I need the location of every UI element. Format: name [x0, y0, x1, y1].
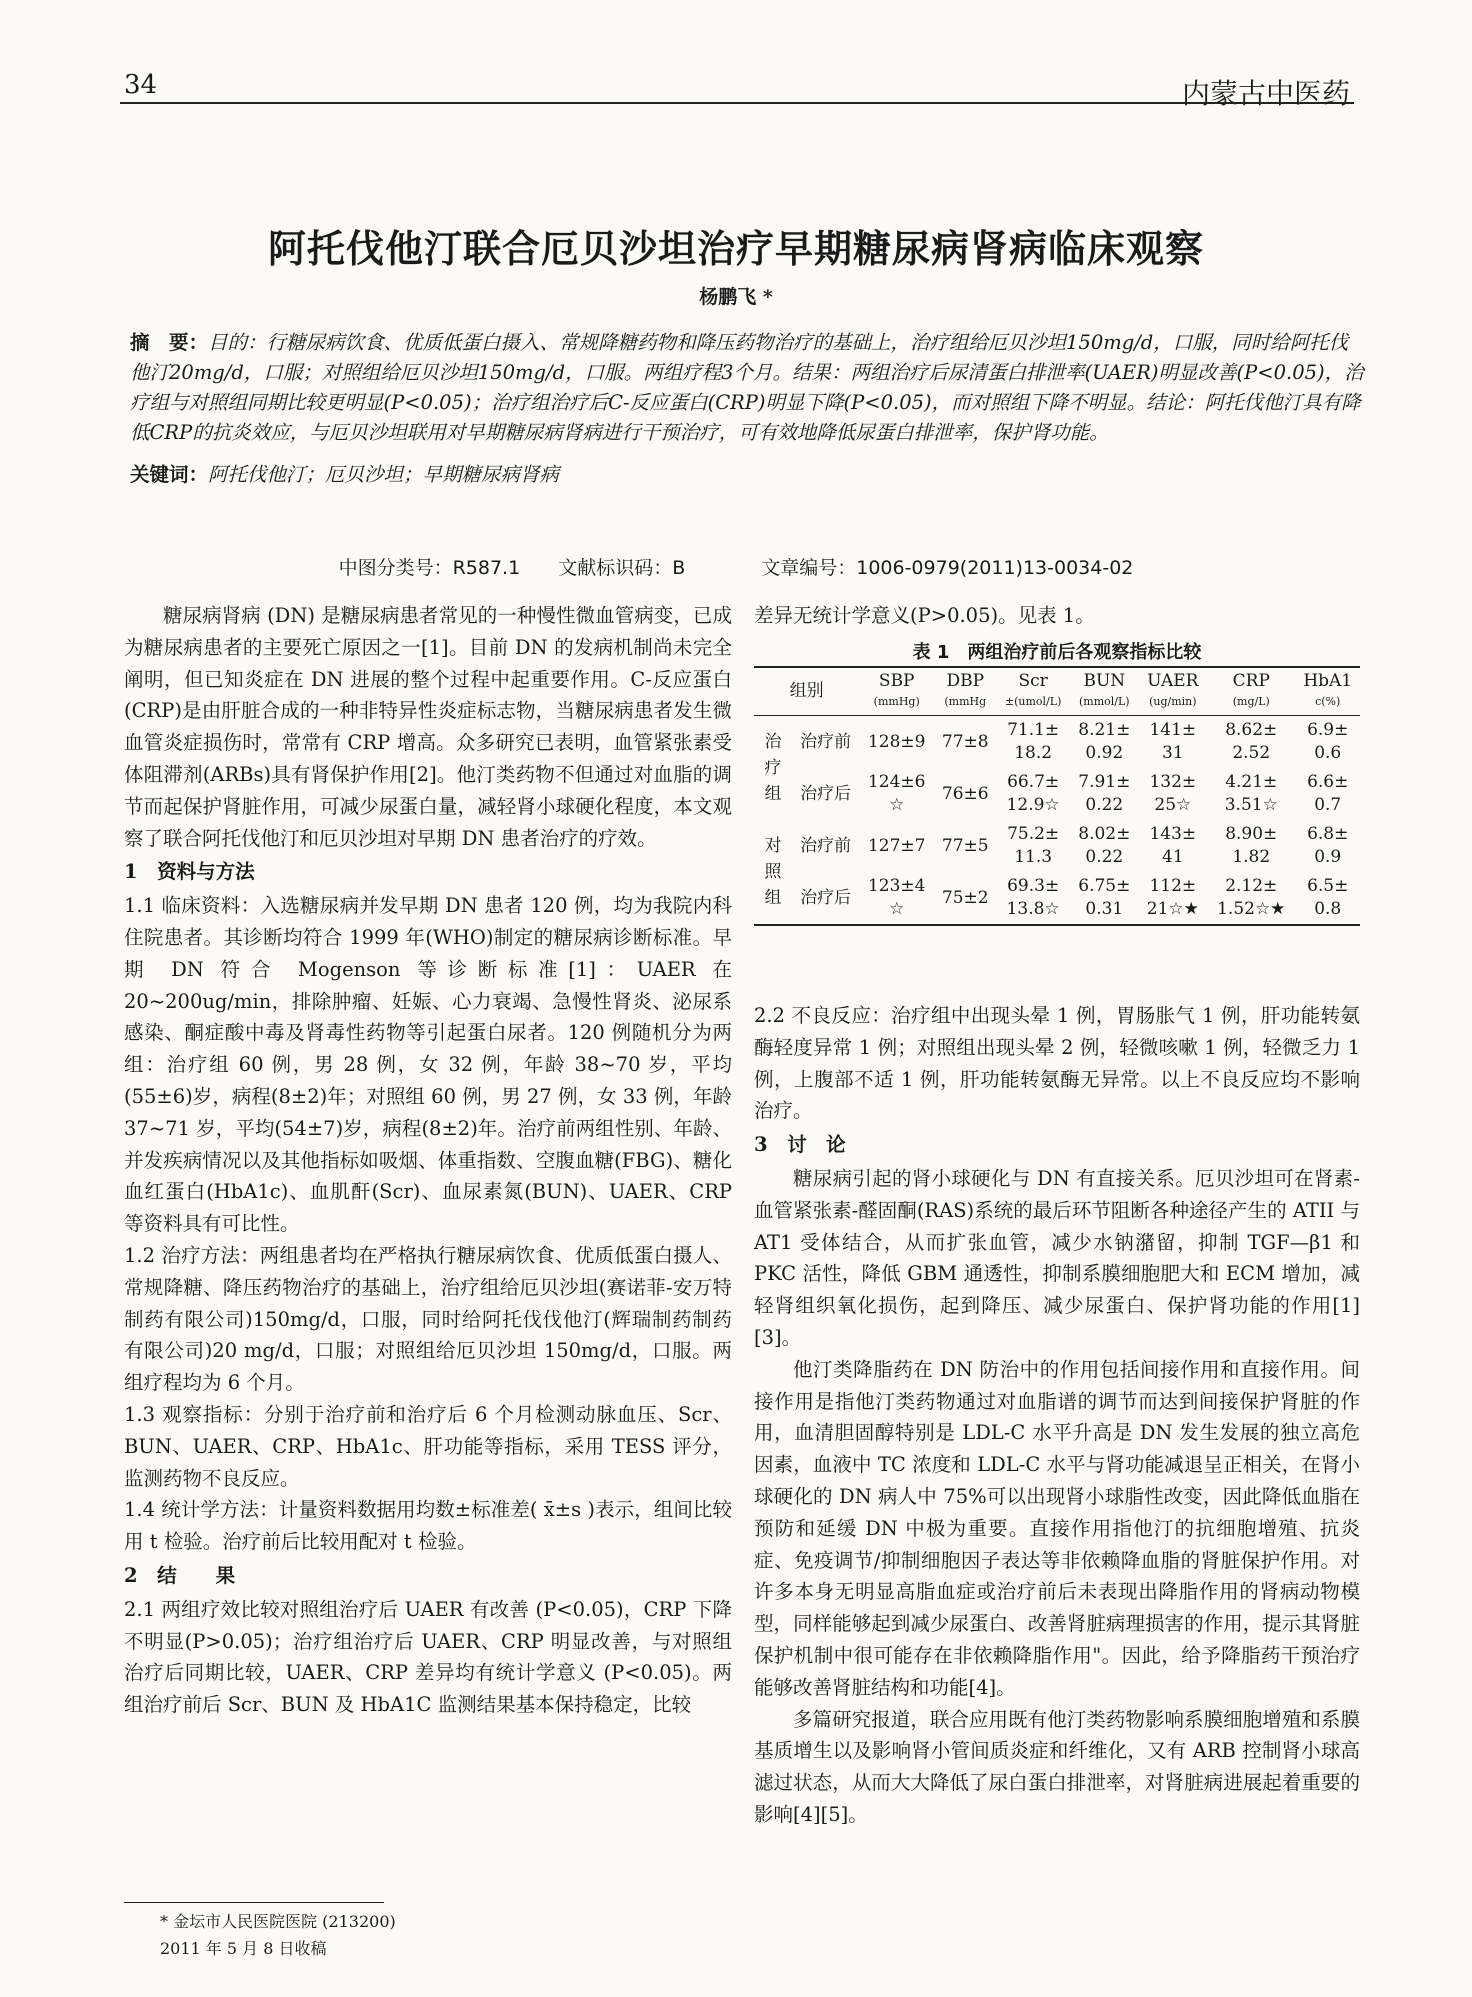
abstract-label: 摘 要：: [130, 331, 209, 354]
abstract: [130, 328, 1365, 448]
column-name: SBP: [878, 671, 915, 691]
column-name: Scr: [1018, 671, 1048, 691]
journal-name: 内蒙古中医药: [1181, 77, 1350, 110]
column-name: HbA1: [1303, 671, 1353, 691]
table-cell: 66.7± 12.9☆: [1006, 772, 1060, 815]
table-row: [754, 768, 1360, 820]
column-header: [1139, 667, 1208, 716]
discussion-paragraph-1: 糖尿病引起的肾小球硬化与 DN 有直接关系。厄贝沙坦可在肾素-血管紧张素-醛固酮(RAS)系统的最后环节阻断各种途径产生的 ATII 与 AT1 受体结合，从而扩张血管，减少水钠潴留，抑制 TGF—β1 和 PKC 活性，降低 GBM 通透性，抑制系膜细胞肥大和 ECM 增加，减轻肾组织氧化损伤，起到降压、减少尿蛋白、保护肾功能的作用[1][3]。: [754, 1166, 1360, 1349]
keywords: [130, 460, 1365, 490]
row-label: 治疗后: [800, 887, 852, 908]
table-cell: 71.1± 18.2: [1007, 720, 1060, 763]
footnote-affiliation: * 金坛市人民医院医院 (213200): [160, 1912, 396, 1931]
table-cell: 6.9± 0.6: [1307, 720, 1349, 763]
right-column-top: [754, 600, 1360, 632]
right-column: [754, 1000, 1360, 1831]
table-cell: 6.5± 0.8: [1307, 876, 1349, 919]
table-cell: 6.8± 0.9: [1307, 824, 1349, 867]
table-cell: 132± 25☆: [1149, 772, 1197, 815]
table-cell: 69.3± 13.8☆: [1006, 876, 1060, 919]
table-row: [754, 716, 1360, 769]
clinical-data-paragraph: 1.1 临床资料：入选糖尿病并发早期 DN 患者 120 例，均为我院内科住院患者。其诊断均符合 1999 年(WHO)制定的糖尿病诊断标准。早期 DN 符合 Mogenson 等诊断标准[1]：UAER 在 20~200ug/min，排除肿瘤、妊娠、心力衰竭、急慢性肾炎、泌尿系感染、酮症酸中毒及肾毒性药物等引起蛋白尿者。120 例随机分为两组：治疗组 60 例，男 28 例，女 32 例，年龄 38~70 岁，平均(55±6)岁，病程(8±2)年；对照组 60 例，男 27 例，女 33 例，年龄 37~71 岁，平均(54±7)岁，病程(8±2)年。治疗前两组性别、年龄、并发疾病情况以及其他指标如吸烟、体重指数、空腹血糖(FBG)、糖化血红蛋白(HbA1c)、血肌酐(Scr)、血尿素氮(BUN)、UAER、CRP 等资料具有可比性。: [124, 894, 732, 1236]
table-cell: 8.21± 0.92: [1078, 720, 1131, 763]
table-cell: 141± 31: [1149, 720, 1197, 763]
table-cell: 112± 21☆★: [1146, 876, 1199, 919]
header-rule: [120, 102, 1354, 104]
classification-line: 中图分类号：R587.1 文献标识码：B 文章编号：1006-0979(2011)13-0034-02: [338, 557, 1134, 579]
table-row: [754, 872, 1360, 925]
column-unit: (ug/min): [1149, 695, 1197, 708]
table-cell: 6.6± 0.7: [1307, 772, 1349, 815]
keywords-label: 关键词：: [130, 463, 209, 486]
discussion-paragraph-2: 他汀类降脂药在 DN 防治中的作用包括间接作用和直接作用。间接作用是指他汀类药物通过对血脂谱的调节而达到间接保护肾脏的作用，血清胆固醇特别是 LDL-C 水平升高是 DN 发生发展的独立高危因素，血液中 TC 浓度和 LDL-C 水平与肾功能减退呈正相关，在肾小球硬化的 DN 病人中 75%可以出现肾小球脂性改变，因此降低血脂在预防和延缓 DN 中极为重要。直接作用指他汀的抗细胞增殖、抗炎症、免疫调节/抑制细胞因子表达等非依赖降血脂的肾脏保护作用。对许多本身无明显高脂血症或治疗前后未表现出降脂作用的肾病动物模型，同样能够起到减少尿蛋白、改善肾脏病理损害的作用，提示其肾脏保护机制中很可能存在非依赖降脂作用"。因此，给予降脂药干预治疗能够改善肾脏结构和功能[4]。: [754, 1357, 1360, 1699]
table-cell: 123±4 ☆: [867, 876, 926, 919]
column-unit: (mmHg): [873, 695, 920, 708]
section-heading-discussion: 3 讨 论: [754, 1133, 846, 1157]
table-cell: 4.21± 3.51☆: [1224, 772, 1278, 815]
footnote: [160, 1908, 396, 1962]
column-unit: c(%): [1315, 695, 1341, 708]
table-cell: 75±2: [941, 887, 989, 908]
table-cell: 127±7: [867, 835, 926, 856]
column-name: DBP: [946, 671, 985, 691]
table-cell: 7.91± 0.22: [1078, 772, 1131, 815]
column-name: CRP: [1232, 671, 1270, 691]
adverse-reactions-paragraph: 2.2 不良反应：治疗组中出现头晕 1 例，胃肠胀气 1 例，肝功能转氨酶轻度异常 1 例；对照组出现头晕 2 例，轻微咳嗽 1 例，轻微乏力 1 例，上腹部不适 1 例，肝功能转氨酶无异常。以上不良反应均不影响治疗。: [754, 1004, 1360, 1123]
footnote-rule: [124, 1902, 384, 1903]
indicators-paragraph: 1.3 观察指标：分别于治疗前和治疗后 6 个月检测动脉血压、Scr、BUN、UAER、CRP、HbA1c、肝功能等指标，采用 TESS 评分，监测药物不良反应。: [124, 1402, 732, 1490]
table-cell: 8.62± 2.52: [1225, 720, 1278, 763]
table-cell: 128±9: [867, 731, 926, 752]
column-unit: ±(umol/L): [1004, 695, 1062, 708]
article-title: 阿托伐他汀联合厄贝沙坦治疗早期糖尿病肾病临床观察: [267, 227, 1204, 271]
column-header: [934, 667, 996, 716]
section-heading-results: 2 结 果: [124, 1563, 236, 1587]
group-name: 治 疗 组: [764, 732, 782, 804]
table-cell: 143± 41: [1149, 824, 1197, 867]
table-header-row: [754, 667, 1360, 716]
column-unit: (mmol/L): [1079, 695, 1130, 708]
table-cell: 77±8: [941, 731, 989, 752]
table-cell: 76±6: [941, 783, 989, 804]
section-heading-methods: 1 资料与方法: [124, 860, 255, 884]
author: 杨鹏飞 *: [699, 286, 773, 308]
table-cell: 8.90± 1.82: [1225, 824, 1278, 867]
page-number: 34: [124, 70, 158, 100]
column-header: [996, 667, 1070, 716]
table-cell: 6.75± 0.31: [1078, 876, 1131, 919]
left-column: [124, 600, 732, 1721]
column-header: [859, 667, 934, 716]
table-body: [754, 716, 1360, 926]
footnote-received: 2011 年 5 月 8 日收稿: [160, 1939, 327, 1958]
group-name: 对 照 组: [764, 836, 782, 908]
column-header: [1207, 667, 1295, 716]
table-cell: 124±6 ☆: [867, 772, 926, 815]
column-header: [1295, 667, 1360, 716]
table-cell: 77±5: [941, 835, 989, 856]
table-container: [754, 666, 1360, 926]
discussion-paragraph-3: 多篇研究报道，联合应用既有他汀类药物影响系膜细胞增殖和系膜基质增生以及影响肾小管间质炎症和纤维化，又有 ARB 控制肾小球高滤过状态，从而大大降低了尿白蛋白排泄率，对肾脏病进展起着重要的影响[4][5]。: [754, 1707, 1360, 1826]
group-header: 组别: [754, 667, 859, 716]
column-header: [1070, 667, 1139, 716]
intro-paragraph: 糖尿病肾病 (DN) 是糖尿病患者常见的一种慢性微血管病变，已成为糖尿病患者的主要死亡原因之一[1]。目前 DN 的发病机制尚未完全阐明，但已知炎症在 DN 进展的整个过程中起重要作用。C-反应蛋白(CRP)是由肝脏合成的一种非特异性炎症标志物，当糖尿病患者发生微血管炎症损伤时，常常有 CRP 增高。众多研究已表明，血管紧张素受体阻滞剂(ARBs)具有肾保护作用[2]。他汀类药物不但通过对血脂的调节而起保护肾脏作用，可减少尿蛋白量，减轻肾小球硬化程度，本文观察了联合阿托伐他汀和厄贝沙坦对早期 DN 患者治疗的疗效。: [124, 604, 732, 850]
column-name: UAER: [1147, 671, 1199, 691]
column-name: BUN: [1083, 671, 1126, 691]
table-row: [754, 820, 1360, 872]
table-cell: 75.2± 11.3: [1007, 824, 1060, 867]
row-label: 治疗后: [800, 783, 852, 804]
table-cell: 8.02± 0.22: [1078, 824, 1131, 867]
table-cell: 2.12± 1.52☆★: [1217, 876, 1286, 919]
results-paragraph: 2.1 两组疗效比较对照组治疗后 UAER 有改善 (P<0.05)，CRP 下降不明显(P>0.05)；治疗组治疗后 UAER、CRP 明显改善，与对照组治疗后同期比较，UAER、CRP 差异均有统计学意义 (P<0.05)。两组治疗前后 Scr、BUN 及 HbA1C 监测结果基本保持稳定，比较: [124, 1597, 732, 1717]
treatment-paragraph: 1.2 治疗方法：两组患者均在严格执行糖尿病饮食、优质低蛋白摄人、常规降糖、降压药物治疗的基础上，治疗组给厄贝沙坦(赛诺菲-安万特制药有限公司)150mg/d，口服，同时给阿托伐伐他汀(辉瑞制药制药有限公司)20 mg/d，口服；对照组给厄贝沙坦 150mg/d，口服。两组疗程均为 6 个月。: [124, 1243, 732, 1395]
column-unit: (mg/L): [1232, 695, 1270, 708]
row-label: 治疗前: [800, 731, 852, 752]
row-label: 治疗前: [800, 835, 852, 856]
table-title: 表 1 两组治疗前后各观察指标比较: [912, 642, 1202, 663]
column-unit: (mmHg: [944, 695, 987, 708]
results-table: [754, 666, 1360, 926]
results-continued: 差异无统计学意义(P>0.05)。见表 1。: [754, 604, 1095, 627]
statistics-paragraph: 1.4 统计学方法：计量资料数据用均数±标准差( x̄±s )表示，组间比较用 t 检验。治疗前后比较用配对 t 检验。: [124, 1498, 732, 1554]
keywords-text: 阿托伐他汀；厄贝沙坦；早期糖尿病肾病: [208, 463, 560, 486]
abstract-text: 目的：行糖尿病饮食、优质低蛋白摄入、常规降糖药物和降压药物治疗的基础上，治疗组给厄贝沙坦150mg/d，口服，同时给阿托伐他汀20mg/d，口服；对照组给厄贝沙坦150mg/d，口服。两组疗程3个月。结果：两组治疗后尿清蛋白排泄率(UAER)明显改善(P<0.05)，治疗组与对照组同期比较更明显(P<0.05)；治疗组治疗后C-反应蛋白(CRP)明显下降(P<0.05)，而对照组下降不明显。结论：阿托伐他汀具有降低CRP的抗炎效应，与厄贝沙坦联用对早期糖尿病肾病进行干预治疗，可有效地降低尿蛋白排泄率，保护肾功能。: [130, 331, 1364, 444]
